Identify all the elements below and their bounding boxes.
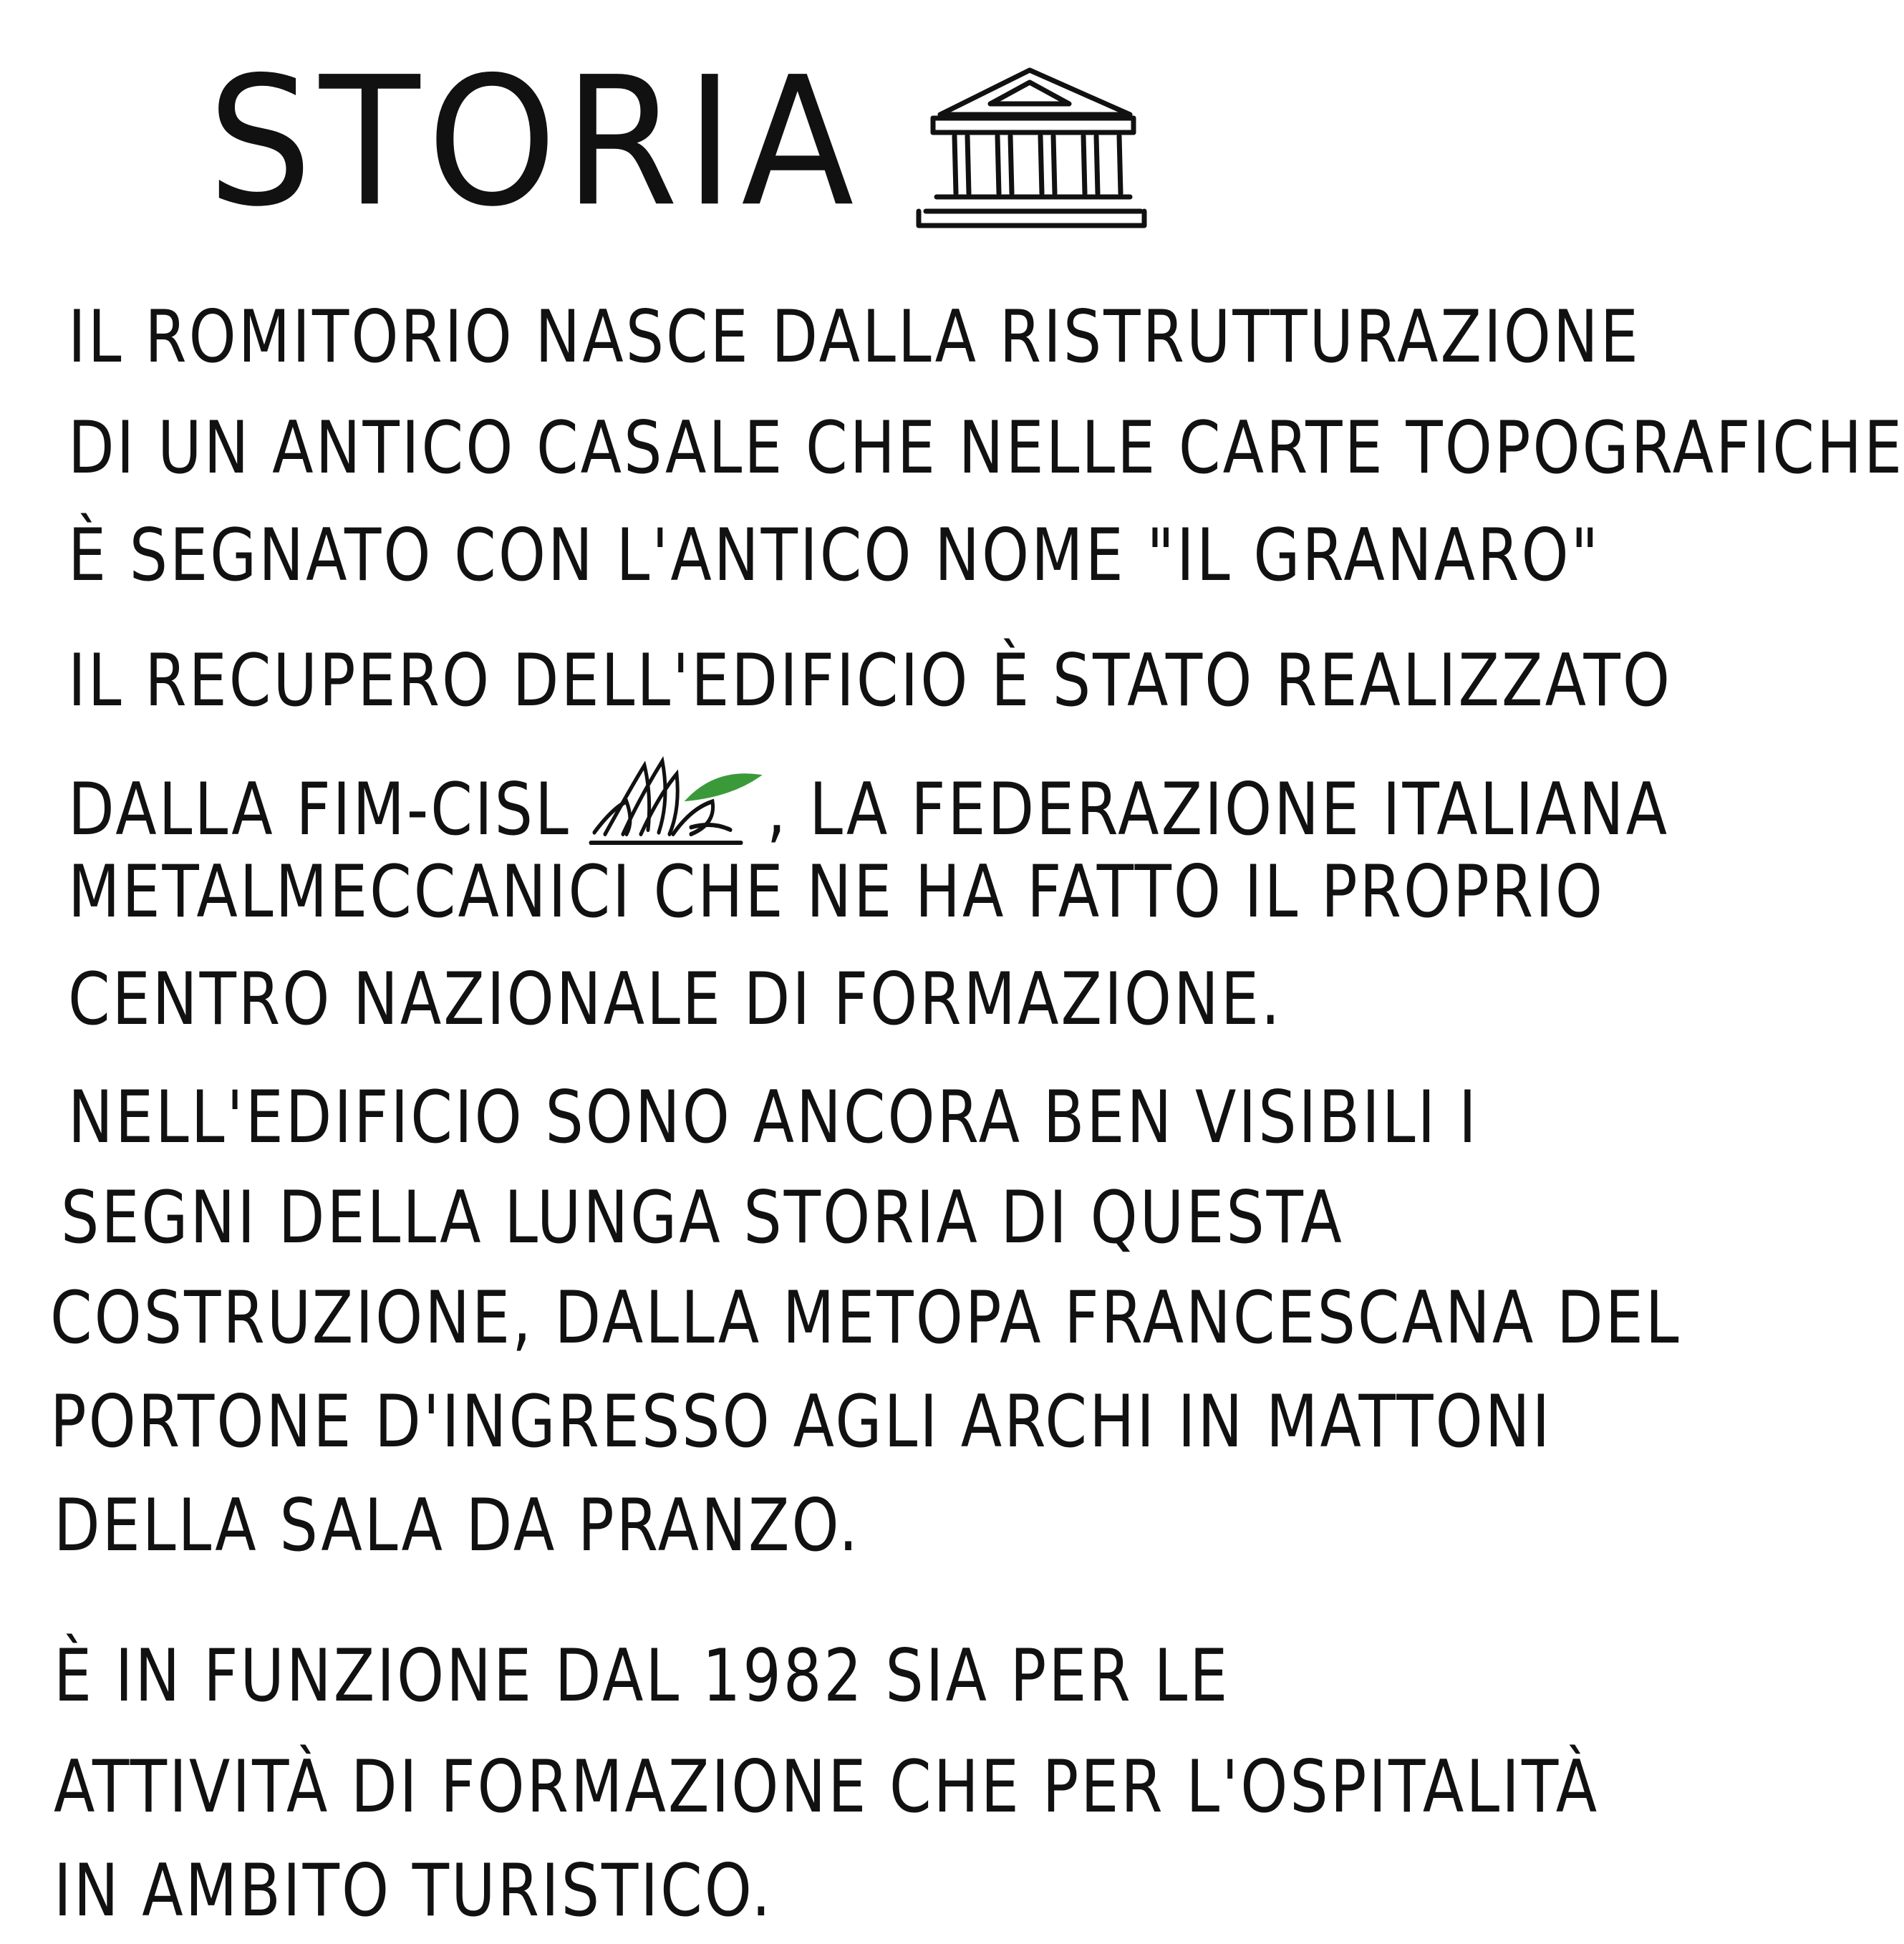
paragraph-2-line-1: IL RECUPERO DELL'EDIFICIO È STATO REALIZZATO — [68, 638, 1672, 723]
paragraph-2-line-4: CENTRO NAZIONALE DI FORMAZIONE. — [68, 957, 1282, 1042]
paragraph-4-line-3: IN AMBITO TURISTICO. — [54, 1848, 773, 1933]
paragraph-2-line-3: METALMECCANICI CHE NE HA FATTO IL PROPRIO — [68, 849, 1605, 934]
paragraph-1-line-1: IL ROMITORIO NASCE DALLA RISTRUTTURAZIONE — [68, 294, 1640, 379]
paragraph-3-line-1: NELL'EDIFICIO SONO ANCORA BEN VISIBILI I — [68, 1075, 1479, 1160]
paragraph-2-line-2 — [68, 748, 1669, 851]
paragraph-3-line-5: DELLA SALA DA PRANZO. — [54, 1483, 860, 1568]
classical-temple-icon — [912, 64, 1148, 236]
fim-cisl-logo-icon — [584, 748, 763, 851]
fim-cisl-text: DALLA FIM-CISL — [68, 767, 571, 851]
federazione-text: , LA FEDERAZIONE ITALIANA — [766, 767, 1670, 851]
title-row — [208, 39, 1148, 246]
paragraph-1-line-3: È SEGNATO CON L'ANTICO NOME "IL GRANARO" — [68, 513, 1601, 598]
paragraph-4-line-1: È IN FUNZIONE DAL 1982 SIA PER LE — [54, 1633, 1230, 1718]
paragraph-4-line-2: ATTIVITÀ DI FORMAZIONE CHE PER L'OSPITALITÀ — [54, 1744, 1600, 1829]
paragraph-1-line-2: DI UN ANTICO CASALE CHE NELLE CARTE TOPOGRAFICHE — [68, 405, 1904, 490]
page-title: STORIA — [208, 39, 861, 246]
paragraph-3-line-2: SEGNI DELLA LUNGA STORIA DI QUESTA — [61, 1175, 1344, 1260]
paragraph-3-line-4: PORTONE D'INGRESSO AGLI ARCHI IN MATTONI — [50, 1379, 1552, 1464]
paragraph-3-line-3: COSTRUZIONE, DALLA METOPA FRANCESCANA DEL — [50, 1275, 1681, 1360]
